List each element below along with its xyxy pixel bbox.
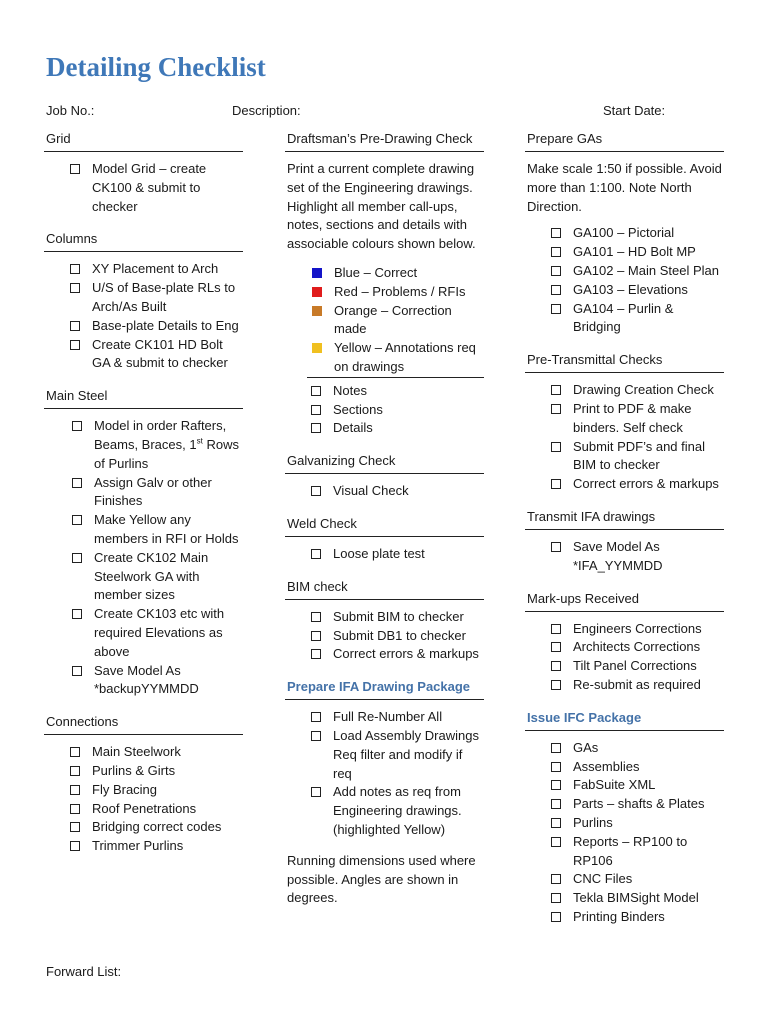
checklist-item[interactable]: Print to PDF & make binders. Self check <box>551 400 724 438</box>
checklist-item[interactable]: Create CK103 etc with required Elevations as above <box>72 605 243 661</box>
checkbox[interactable] <box>70 841 80 851</box>
section-title-ifa-package: Prepare IFA Drawing Package <box>285 676 484 700</box>
connections-checklist <box>70 743 243 856</box>
prepare-gas-instructions: Make scale 1:50 if possible. Avoid more than 1:100. Note North Direction. <box>527 161 722 214</box>
checkbox[interactable] <box>311 649 321 659</box>
section-title-markups-received: Mark-ups Received <box>525 588 724 612</box>
column-left <box>44 128 243 862</box>
checkbox[interactable] <box>551 661 561 671</box>
columns-checklist <box>70 260 243 373</box>
checklist-item[interactable]: Purlins <box>551 814 724 833</box>
section-title-grid: Grid <box>44 128 243 152</box>
section-title-pre-transmittal: Pre-Transmittal Checks <box>525 349 724 373</box>
checklist-item[interactable]: GAs <box>551 739 724 758</box>
checklist-item[interactable]: GA101 – HD Bolt MP <box>551 243 724 262</box>
checklist-item[interactable]: Main Steelwork <box>70 743 243 762</box>
pre-drawing-instructions: Print a current complete drawing set of the Engineering drawings. Highlight all member call-ups, notes, sections and details with associable colours shown below. <box>287 161 476 252</box>
checkbox[interactable] <box>551 404 561 414</box>
checkbox[interactable] <box>551 228 561 238</box>
checklist-item[interactable]: Purlins & Girts <box>70 762 243 781</box>
checklist-item[interactable]: Base-plate Details to Eng <box>70 317 243 336</box>
checklist-item[interactable]: Architects Corrections <box>551 638 724 657</box>
checklist-item[interactable]: Submit DB1 to checker <box>311 627 484 646</box>
checklist-item[interactable]: Save Model As *IFA_YYMMDD <box>551 538 724 576</box>
checkbox[interactable] <box>551 780 561 790</box>
orange-swatch <box>312 306 322 316</box>
checklist-item[interactable]: Details <box>311 419 484 438</box>
checklist-item[interactable]: Engineers Corrections <box>551 620 724 639</box>
checklist-item[interactable]: Correct errors & markups <box>551 475 724 494</box>
checkbox[interactable] <box>551 442 561 452</box>
ifc-package-checklist <box>551 739 724 927</box>
pre-transmittal-checklist <box>551 381 724 494</box>
section-title-bim-check: BIM check <box>285 576 484 600</box>
main-steel-checklist <box>72 417 243 699</box>
checklist-item[interactable]: Save Model As *backupYYMMDD <box>72 662 243 700</box>
column-middle <box>285 128 484 914</box>
galvanizing-checklist <box>311 482 484 501</box>
checkbox[interactable] <box>551 542 561 552</box>
checklist-item[interactable]: Submit PDF’s and final BIM to checker <box>551 438 724 476</box>
checklist-item[interactable]: Assemblies <box>551 758 724 777</box>
checklist-item[interactable]: Create CK101 HD Bolt GA & submit to checker <box>70 336 243 374</box>
start-date-label: Start Date: <box>603 103 666 118</box>
checklist-item[interactable]: CNC Files <box>551 870 724 889</box>
checkbox[interactable] <box>70 264 80 274</box>
checklist-item[interactable]: Tilt Panel Corrections <box>551 657 724 676</box>
checklist-item[interactable]: U/S of Base-plate RLs to Arch/As Built <box>70 279 243 317</box>
checkbox[interactable] <box>311 631 321 641</box>
checkbox[interactable] <box>72 478 82 488</box>
checkbox[interactable] <box>551 762 561 772</box>
checkbox[interactable] <box>70 340 80 350</box>
column-right <box>525 128 724 933</box>
checkbox[interactable] <box>311 386 321 396</box>
checklist-item[interactable]: GA104 – Purlin & Bridging <box>551 300 724 338</box>
forward-list-label: Forward List: <box>46 964 122 979</box>
checklist-item[interactable]: Create CK102 Main Steelwork GA with member sizes <box>72 549 243 605</box>
checkbox[interactable] <box>70 747 80 757</box>
checkbox[interactable] <box>311 405 321 415</box>
checkbox[interactable] <box>311 549 321 559</box>
checkbox[interactable] <box>311 423 321 433</box>
checklist-item[interactable]: Visual Check <box>311 482 484 501</box>
checklist-item[interactable]: Add notes as req from Engineering drawings. (highlighted Yellow) <box>311 783 484 839</box>
checkbox[interactable] <box>551 385 561 395</box>
checkbox[interactable] <box>70 766 80 776</box>
checkbox[interactable] <box>551 624 561 634</box>
checklist-item[interactable]: Printing Binders <box>551 908 724 927</box>
checklist-item[interactable]: Drawing Creation Check <box>551 381 724 400</box>
highlight-checklist <box>311 382 484 438</box>
checkbox[interactable] <box>70 164 80 174</box>
checkbox[interactable] <box>551 874 561 884</box>
checklist-item[interactable]: Roof Penetrations <box>70 800 243 819</box>
checklist-item[interactable]: XY Placement to Arch <box>70 260 243 279</box>
legend-item-red: Red – Problems / RFIs <box>312 283 484 302</box>
checklist-item[interactable]: GA103 – Elevations <box>551 281 724 300</box>
checklist-item[interactable]: Re-submit as required <box>551 676 724 695</box>
checklist-item[interactable]: Tekla BIMSight Model <box>551 889 724 908</box>
checklist-item[interactable]: Sections <box>311 401 484 420</box>
checkbox[interactable] <box>311 787 321 797</box>
checklist-item[interactable]: Reports – RP100 to RP106 <box>551 833 724 871</box>
checklist-item[interactable]: Notes <box>311 382 484 401</box>
checklist-item[interactable]: Parts – shafts & Plates <box>551 795 724 814</box>
checkbox[interactable] <box>70 804 80 814</box>
page-title: Detailing Checklist <box>46 52 266 82</box>
checklist-item[interactable]: Model Grid – create CK100 & submit to checker <box>70 160 243 216</box>
colour-legend <box>287 264 484 377</box>
section-title-connections: Connections <box>44 711 243 735</box>
prepare-gas-checklist <box>527 224 724 337</box>
description-label: Description: <box>232 103 301 118</box>
checkbox[interactable] <box>551 642 561 652</box>
checkbox[interactable] <box>551 266 561 276</box>
checklist-item[interactable]: FabSuite XML <box>551 776 724 795</box>
checklist-item[interactable]: GA100 – Pictorial <box>551 224 724 243</box>
checklist-item[interactable]: GA102 – Main Steel Plan <box>551 262 724 281</box>
markups-checklist <box>551 620 724 695</box>
section-title-main-steel: Main Steel <box>44 385 243 409</box>
transmit-ifa-checklist <box>551 538 724 576</box>
checkbox[interactable] <box>551 818 561 828</box>
checkbox[interactable] <box>70 822 80 832</box>
checklist-item[interactable]: Full Re-Number All <box>311 708 484 727</box>
running-dimensions-note: Running dimensions used where possible. Angles are shown in degrees. <box>287 852 476 906</box>
section-title-prepare-gas: Prepare GAs <box>525 128 724 152</box>
checkbox[interactable] <box>70 785 80 795</box>
red-swatch <box>312 287 322 297</box>
checklist-item[interactable]: Bridging correct codes <box>70 818 243 837</box>
checklist-item[interactable]: Fly Bracing <box>70 781 243 800</box>
section-title-galvanizing-check: Galvanizing Check <box>285 450 484 474</box>
ifa-package-checklist <box>311 708 484 840</box>
checkbox[interactable] <box>551 304 561 314</box>
checkbox[interactable] <box>551 837 561 847</box>
checklist-item[interactable]: Model in order Rafters, Beams, Braces, 1st Rows of Purlins <box>72 417 243 473</box>
blue-swatch <box>312 268 322 278</box>
checkbox[interactable] <box>311 731 321 741</box>
section-title-pre-drawing-check: Draftsman’s Pre-Drawing Check <box>285 128 484 152</box>
legend-item-orange: Orange – Correction made <box>312 302 484 340</box>
checkbox[interactable] <box>70 283 80 293</box>
checkbox[interactable] <box>551 680 561 690</box>
checklist-item[interactable]: Submit BIM to checker <box>311 608 484 627</box>
checkbox[interactable] <box>551 912 561 922</box>
checklist-item[interactable]: Loose plate test <box>311 545 484 564</box>
grid-checklist <box>70 160 243 216</box>
checkbox[interactable] <box>311 486 321 496</box>
checkbox[interactable] <box>551 479 561 489</box>
weld-checklist <box>311 545 484 564</box>
checkbox[interactable] <box>70 321 80 331</box>
legend-item-blue: Blue – Correct <box>312 264 484 283</box>
job-no-label: Job No.: <box>46 103 95 118</box>
yellow-swatch <box>312 343 322 353</box>
bim-checklist <box>311 608 484 664</box>
checklist-item[interactable]: Assign Galv or other Finishes <box>72 474 243 512</box>
section-title-weld-check: Weld Check <box>285 513 484 537</box>
checkbox[interactable] <box>72 553 82 563</box>
checklist-item[interactable]: Correct errors & markups <box>311 645 484 664</box>
checkbox[interactable] <box>311 612 321 622</box>
checkbox[interactable] <box>72 515 82 525</box>
checkbox[interactable] <box>72 609 82 619</box>
checklist-item[interactable]: Trimmer Purlins <box>70 837 243 856</box>
checkbox[interactable] <box>551 247 561 257</box>
checkbox[interactable] <box>551 285 561 295</box>
section-title-columns: Columns <box>44 228 243 252</box>
checkbox[interactable] <box>72 666 82 676</box>
legend-item-yellow: Yellow – Annotations req on drawings <box>312 339 484 377</box>
checkbox[interactable] <box>551 893 561 903</box>
section-title-transmit-ifa: Transmit IFA drawings <box>525 506 724 530</box>
checklist-item[interactable]: Make Yellow any members in RFI or Holds <box>72 511 243 549</box>
section-title-ifc-package: Issue IFC Package <box>525 707 724 731</box>
checklist-item[interactable]: Load Assembly Drawings Req filter and modify if req <box>311 727 484 783</box>
checkbox[interactable] <box>72 421 82 431</box>
checkbox[interactable] <box>311 712 321 722</box>
checkbox[interactable] <box>551 743 561 753</box>
checkbox[interactable] <box>551 799 561 809</box>
